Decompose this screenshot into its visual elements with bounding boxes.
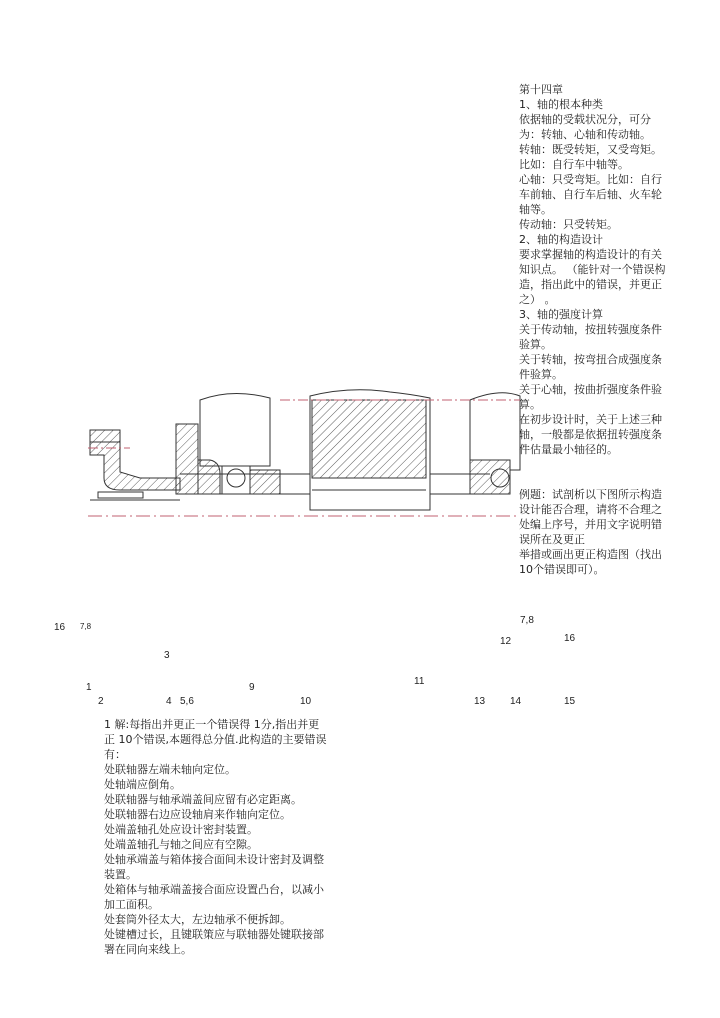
theory-line: 关于传动轴，按扭转强度条件验算。 [519, 323, 662, 351]
theory-line: 转轴：既受转矩，又受弯矩。比如：自行车中轴等。 [519, 143, 662, 171]
theory-line: 3、轴的强度计算 [519, 308, 603, 321]
callout-12: 12 [500, 636, 512, 647]
answer-item: 处端盖轴孔处应设计密封装置。 [104, 823, 258, 836]
answer-item: 处套筒外径太大，左边轴承不便拆卸。 [104, 913, 291, 926]
bearing-cap-left [176, 424, 198, 494]
answer-item: 处轴承端盖与箱体接合面间未设计密封及调整装置。 [104, 853, 324, 881]
callout-2: 2 [98, 696, 104, 707]
callout-10: 10 [300, 696, 312, 707]
theory-line: 关于转轴，按弯扭合成强度条件验算。 [519, 353, 662, 381]
callout-78-right: 7,8 [520, 615, 534, 626]
answer-item: 处端盖轴孔与轴之间应有空隙。 [104, 838, 258, 851]
example-line: 举措或画出更正构造图（找出 10个错误即可）。 [519, 548, 662, 576]
answer-item: 处箱体与轴承端盖接合面应设置凸台，以减小加工面积。 [104, 883, 324, 911]
theory-line: 在初步设计时，关于上述三种轴，一般都是依据扭转强度条件估量最小轴径的。 [519, 413, 662, 456]
theory-line: 传动轴：只受转矩。 [519, 218, 618, 231]
theory-line: 依据轴的受载状况分，可分为：转轴、心轴和传动轴。 [519, 113, 651, 141]
answer-item: 处联轴器左端未轴向定位。 [104, 763, 236, 776]
callout-78-left: 7,8 [80, 622, 92, 631]
callout-16-right: 16 [564, 633, 576, 644]
answer-item: 处联轴器与轴承端盖间应留有必定距离。 [104, 793, 302, 806]
theory-text [519, 82, 669, 577]
answer-item: 处轴端应倒角。 [104, 778, 181, 791]
example-line: 例题：试剖析以下图所示构造设计能否合理，请将不合理之处编上序号，并用文字说明错误所在及更正 [519, 488, 662, 546]
callout-9: 9 [249, 682, 255, 693]
theory-line: 要求掌握轴的构造设计的有关知识点。 （能针对一个错误构造，指出此中的错误，并更正之） 。 [519, 248, 666, 306]
theory-line: 1、轴的根本种类 [519, 98, 603, 111]
theory-line: 第十四章 [519, 83, 563, 96]
coupling-body [90, 442, 180, 490]
callout-4: 4 [166, 696, 172, 707]
bearing-ball-left [227, 469, 245, 487]
answer-item: 处键槽过长，且键联策应与联轴器处键联接部署在同向来线上。 [104, 928, 324, 956]
theory-line: 心轴：只受弯矩。比如：自行车前轴、自行车后轴、火车轮轴等。 [519, 173, 662, 216]
callout-1: 1 [86, 682, 92, 693]
callout-3: 3 [164, 650, 170, 661]
theory-line: 关于心轴，按曲折强度条件验算。 [519, 383, 662, 411]
key-left [98, 492, 143, 498]
callout-14: 14 [510, 696, 522, 707]
callout-13: 13 [474, 696, 486, 707]
answer-section [104, 717, 329, 957]
housing-right-hatch [470, 460, 510, 494]
theory-line: 2、轴的构造设计 [519, 233, 603, 246]
answer-intro: 1 解:每指出并更正一个错误得 1分,指出并更正 10个错误,本题得总分值.此构造的主要错误有： [104, 718, 327, 761]
callout-56: 5,6 [180, 696, 194, 707]
callout-11: 11 [414, 676, 425, 687]
callout-15: 15 [564, 696, 576, 707]
coupling-hub [90, 430, 120, 442]
gear-section [312, 400, 426, 478]
callout-16-left: 16 [54, 622, 66, 633]
cap-flange-left [198, 460, 220, 494]
answer-item: 处联轴器右边应设轴肩来作轴向定位。 [104, 808, 291, 821]
